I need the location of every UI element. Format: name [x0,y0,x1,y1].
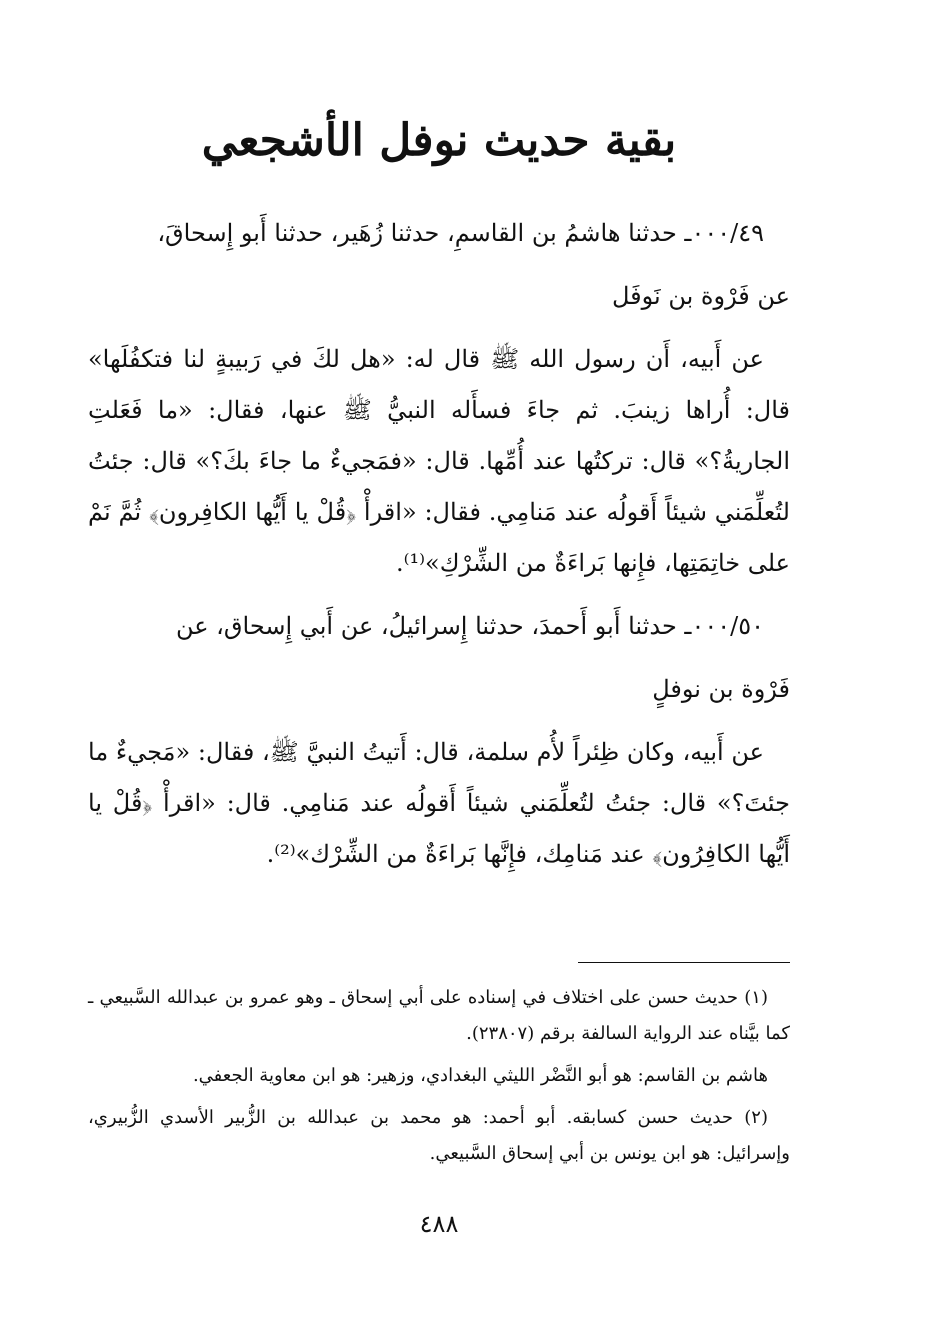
hadith-body [88,208,790,892]
hadith-49-matn: عن أَبيه، أَن رسول الله ﷺ قال له: «هل لكَ في رَبيبةٍ لنا فتكفُلَها» قال: أُراها زينبَ. ثم جاءَ فسأَله النبيُّ ﷺ عنها، فقال: «ما فَعَلتِ الجاريةُ؟» قال: تركتُها عند أُمِّها. قال: «فمَجيءٌ ما جاءَ بكَ؟» قال: جئتُ لتُعلِّمَني شيئاً أَقولُه عند مَنامِي. فقال: «اقرأْ ﴿قُلْ يا أَيُّها الكافِرون﴾ ثُمَّ نَمْ على خاتِمَتِها، فإِنها بَراءَةٌ من الشِّرْكِ»⁽¹⁾. [88,345,790,577]
footnote-1: (١) حديث حسن على اختلاف في إسناده على أبي إسحاق ـ وهو عمرو بن عبدالله السَّبيعي ـ كما بيَّناه عند الرواية السالفة برقم (٢٣٨٠٧). [88,987,790,1044]
chapter-heading: بقية حديث نوفل الأشجعي [201,115,677,166]
footnote-2: (٢) حديث حسن كسابقه. أبو أحمد: هو محمد بن عبدالله بن الزُّبير الأسدي الزُّبيري، وإسرائيل: هو ابن يونس بن أبي إسحاق السَّبيعي. [88,1107,790,1164]
hadith-50-isnad: ٠٠٠/٥٠ـ حدثنا أَبو أَحمدَ، حدثنا إِسرائيلُ، عن أَبي إِسحاق، عن [175,612,764,640]
book-page [88,0,790,1337]
footnote-1-continued: هاشم بن القاسم: هو أبو النَّضْر الليثي البغدادي، وزهير: هو ابن معاوية الجعفي. [192,1065,768,1086]
footnote-divider [578,962,790,963]
hadith-50-matn: عن أَبيه، وكان ظِئراً لأُم سلمة، قال: أَتيتُ النبيَّ ﷺ، فقال: «مَجيءٌ ما جئتَ؟» قال: جئتُ لتُعلِّمَني شيئاً أَقولُه عند مَنامِي. قال: «اقرأْ ﴿قُلْ يا أَيُّها الكافِرُون﴾ عند مَنامِك، فإِنَّها بَراءَةٌ من الشِّرْك»⁽²⁾. [88,738,790,868]
hadith-50-narrator: فَرْوة بن نوفلٍ [652,675,790,703]
page-number: ٤٨٨ [419,1210,459,1238]
hadith-49-narrator: عن فَرْوة بن نَوفَل [611,282,790,310]
footnotes [88,980,790,1178]
hadith-49-isnad: ٠٠٠/٤٩ـ حدثنا هاشمُ بن القاسمِ، حدثنا زُهَير، حدثنا أَبو إِسحاقَ، [157,219,764,247]
